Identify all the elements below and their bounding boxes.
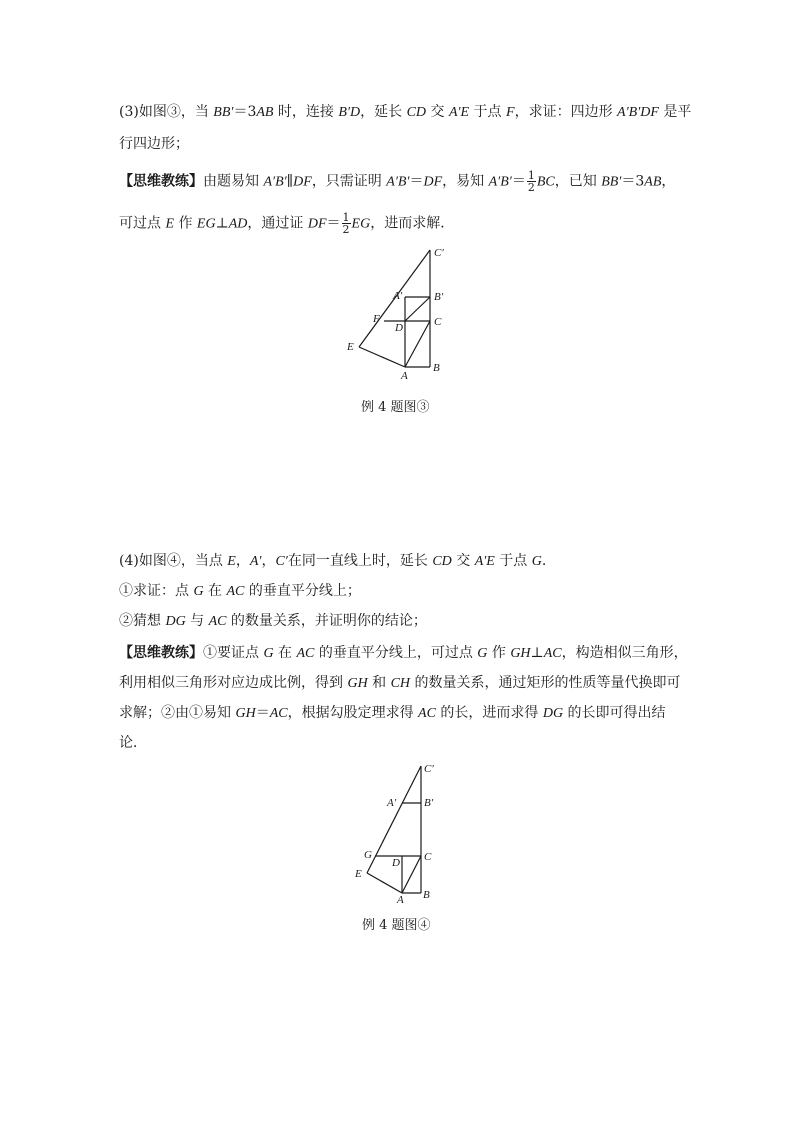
- text: ，: [261, 553, 276, 569]
- text: ，易知: [442, 173, 489, 190]
- text: 的垂直平分线上；: [244, 583, 361, 599]
- question-4-part-1: [119, 581, 361, 602]
- math: BB′: [601, 174, 622, 190]
- fraction-half: [527, 170, 536, 193]
- label-Cprime: C′: [424, 763, 434, 775]
- math: B′D: [338, 105, 361, 120]
- label-Aprime: A′: [387, 797, 397, 809]
- math: C′: [275, 554, 288, 569]
- text: 的数量关系，通过矩形的性质等量代换即可: [410, 675, 681, 691]
- text: ，: [661, 173, 676, 190]
- segment-A-C: [405, 321, 430, 367]
- math: A′: [249, 554, 262, 569]
- math: DG: [165, 614, 186, 629]
- text: (3)如图③，当: [119, 104, 214, 120]
- text: 交: [426, 104, 449, 120]
- math: GH: [235, 706, 256, 721]
- math: G: [263, 646, 274, 661]
- math: GH: [347, 676, 368, 691]
- text: 的数量关系，并证明你的结论；: [226, 613, 427, 629]
- text: 在: [203, 583, 227, 599]
- segment-A-C: [402, 856, 421, 893]
- segment-E-A: [359, 347, 405, 367]
- math: AC: [418, 706, 436, 721]
- hint-4-line-4: 论．: [119, 735, 147, 751]
- math: A′E: [474, 554, 495, 569]
- fraction-numerator: 1: [342, 211, 350, 224]
- math: CD: [406, 105, 427, 120]
- math: DF: [423, 174, 443, 190]
- figure-3-caption: 例 4 题图③: [361, 400, 430, 415]
- text: ，构造相似三角形，: [561, 645, 688, 661]
- math: CH: [390, 676, 411, 691]
- math: A′E: [448, 105, 470, 120]
- text: ，进而求解．: [370, 215, 455, 232]
- math: A′B′: [488, 174, 512, 190]
- figure-3-diagram: [330, 240, 460, 380]
- text: 交: [451, 553, 475, 569]
- hint-label: 【思维教练】: [119, 645, 203, 661]
- question-3-line-1: [119, 102, 691, 123]
- math: EG⊥AD: [196, 216, 248, 232]
- text: 利用相似三角形对应边成比例，得到: [119, 675, 348, 691]
- text: 于点: [494, 553, 532, 569]
- question-4-part-2: [119, 611, 427, 632]
- fraction-half: [342, 212, 351, 235]
- label-B: B: [423, 889, 430, 901]
- math: E: [227, 554, 236, 569]
- math: G: [193, 584, 204, 599]
- math: AC: [208, 614, 227, 629]
- text: 的长即可得出结: [563, 705, 666, 721]
- question-4-line-1: [119, 551, 546, 572]
- text: ＝3: [233, 104, 257, 120]
- text: .: [541, 553, 547, 569]
- hint-4-line-2: [119, 673, 681, 694]
- math: A′B′DF: [617, 105, 659, 120]
- math: AB: [644, 174, 662, 190]
- text: 可过点: [119, 215, 166, 232]
- math: A′B′∥DF: [263, 174, 312, 190]
- label-Cprime: C′: [434, 247, 444, 259]
- segment-E-A: [367, 873, 402, 893]
- label-D: D: [395, 322, 403, 334]
- text: ①要证点: [203, 645, 264, 661]
- math: E: [165, 216, 175, 232]
- text: ，求证：四边形: [514, 104, 618, 120]
- text: 作: [487, 645, 511, 661]
- label-E: E: [355, 868, 362, 880]
- math: G: [477, 646, 488, 661]
- text: 的垂直平分线上，可过点: [314, 645, 478, 661]
- text: ，: [235, 553, 250, 569]
- text: ＝: [409, 173, 424, 190]
- segment-D-Bprime: [405, 297, 430, 321]
- text: 由题易知: [203, 173, 264, 190]
- text: ②猜想: [119, 613, 166, 629]
- text: 在同一直线上时，延长: [287, 553, 433, 569]
- math: G: [531, 554, 542, 569]
- figure-4: [345, 755, 455, 910]
- math: EG: [351, 216, 371, 232]
- math: AC: [296, 646, 315, 661]
- label-G: G: [364, 849, 372, 861]
- text: ＝3: [621, 173, 645, 190]
- figure-4-diagram: [345, 755, 455, 910]
- text: ，只需证明: [311, 173, 387, 190]
- math: AB: [256, 105, 274, 120]
- math: A′B′: [386, 174, 410, 190]
- text: ，已知: [554, 173, 602, 190]
- label-D: D: [392, 857, 400, 869]
- text: ，根据勾股定理求得: [287, 705, 419, 721]
- text: 的长，进而求得: [435, 705, 543, 721]
- figure-3: [330, 240, 460, 380]
- hint-label: 【思维教练】: [119, 173, 203, 190]
- text: 作: [174, 215, 197, 232]
- math: GH⊥AC: [510, 646, 562, 661]
- text: 时，连接: [273, 104, 339, 120]
- label-F: F: [373, 313, 380, 325]
- text: 与: [185, 613, 209, 629]
- text: 于点: [469, 104, 507, 120]
- math: AC: [269, 706, 288, 721]
- math: BB′: [213, 105, 234, 120]
- math: AC: [226, 584, 245, 599]
- label-C: C: [424, 851, 432, 863]
- label-Bprime: B′: [424, 797, 434, 809]
- text: ①求证：点: [119, 583, 194, 599]
- math: DG: [542, 706, 564, 721]
- label-A: A: [397, 894, 404, 906]
- text: (4)如图④，当点: [119, 553, 228, 569]
- hint-3-line-1: [119, 170, 675, 193]
- fraction-numerator: 1: [527, 169, 535, 182]
- text: ，通过证: [247, 215, 308, 232]
- math: DF: [307, 216, 327, 232]
- label-A: A: [401, 370, 408, 380]
- label-Bprime: B′: [434, 291, 444, 303]
- fraction-denominator: 2: [342, 223, 350, 236]
- fraction-denominator: 2: [527, 181, 535, 194]
- text: ＝: [511, 173, 526, 190]
- math: CD: [432, 554, 452, 569]
- label-Aprime: A′: [393, 290, 403, 302]
- text: ＝: [326, 215, 341, 232]
- text: 和: [367, 675, 391, 691]
- hint-3-line-2: [119, 212, 454, 235]
- text: 是平: [658, 104, 692, 120]
- math: BC: [536, 174, 555, 190]
- text: ＝: [255, 705, 270, 721]
- hint-4-line-1: [119, 643, 688, 664]
- question-3-line-2: 行四边形；: [119, 136, 189, 152]
- label-C: C: [434, 316, 442, 328]
- figure-4-caption: 例 4 题图④: [362, 918, 431, 933]
- text: 求解；②由①易知: [119, 705, 236, 721]
- text: ，延长: [360, 104, 407, 120]
- math: F: [506, 105, 515, 120]
- text: 在: [273, 645, 297, 661]
- label-E: E: [347, 341, 354, 353]
- hint-4-line-3: [119, 703, 666, 724]
- label-B: B: [433, 362, 440, 374]
